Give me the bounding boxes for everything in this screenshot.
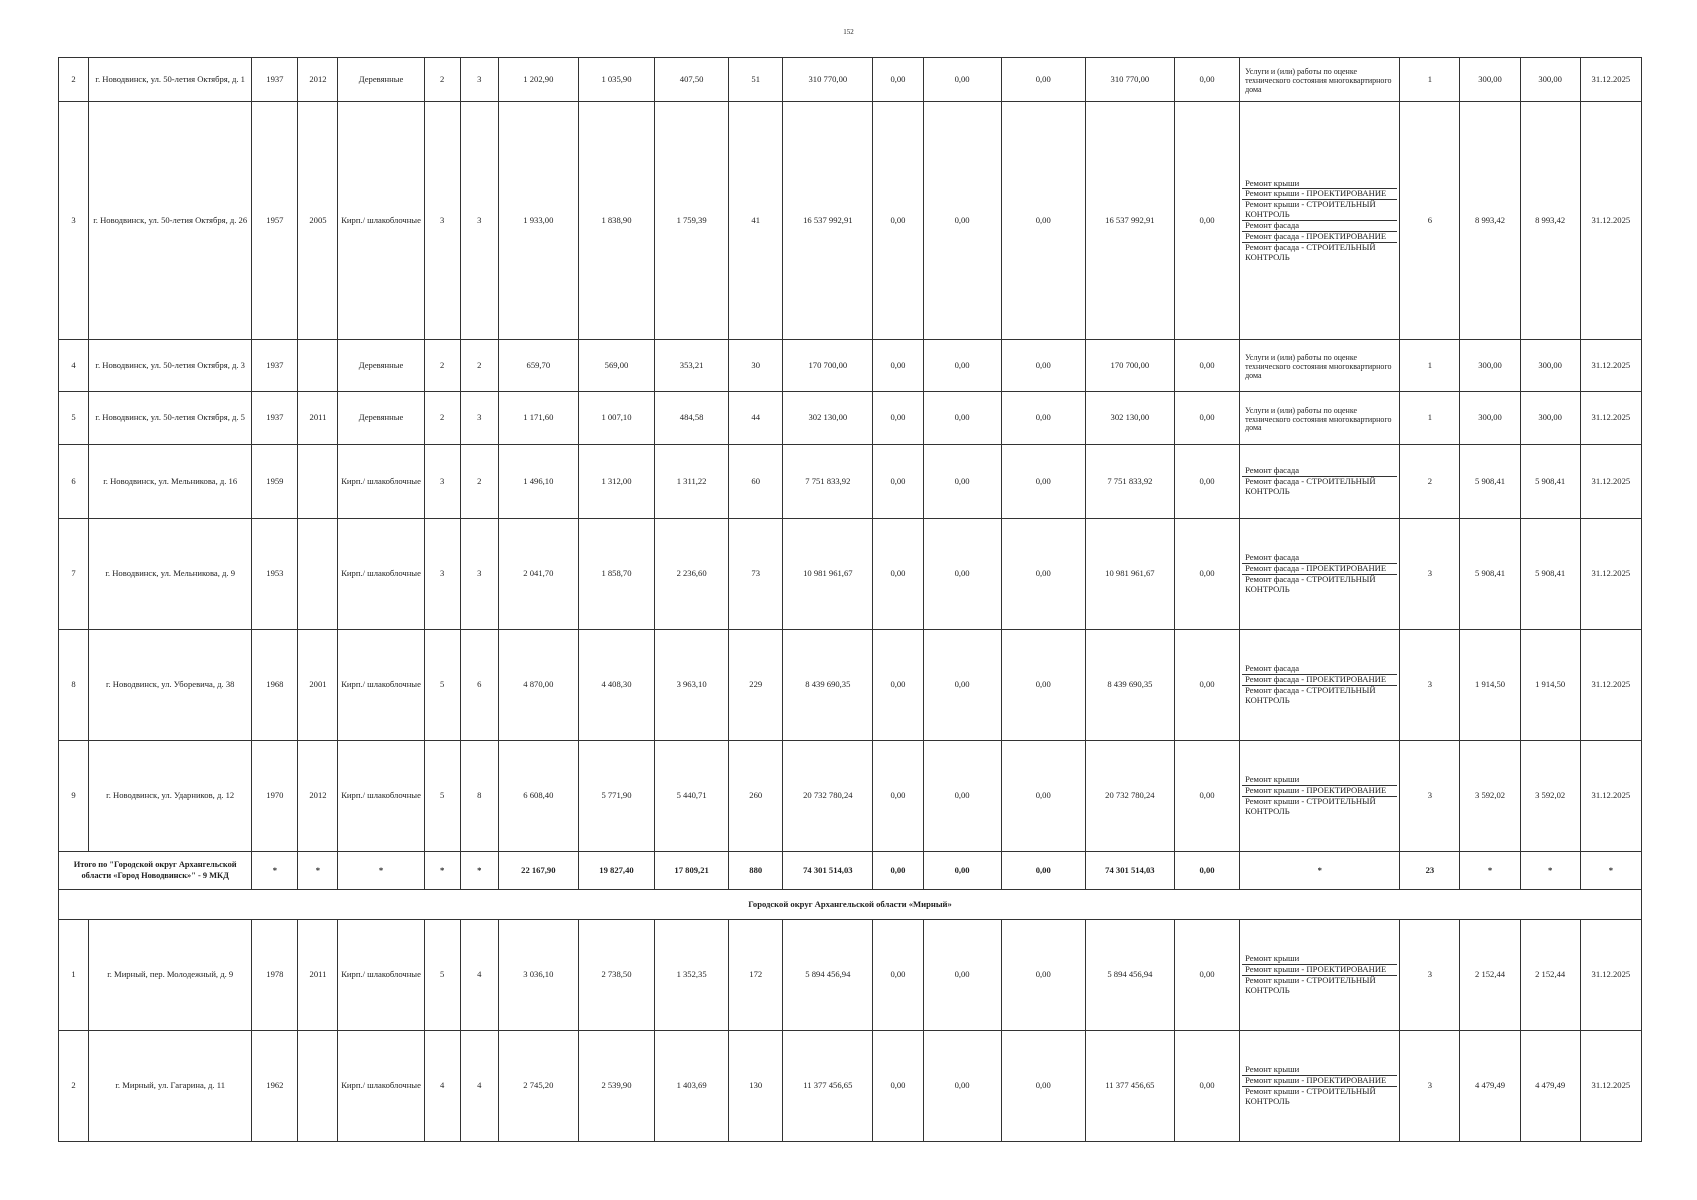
- wall-material-cell: Кирп./ шлакоблочные: [338, 519, 424, 630]
- fund-4-cell: 302 130,00: [1085, 392, 1174, 445]
- entrances-cell: 2: [460, 445, 498, 519]
- area-total-cell: 4 870,00: [498, 630, 578, 741]
- works-list: [1242, 466, 1397, 497]
- year-repair-cell: 2012: [298, 58, 338, 102]
- fund-3-cell: 0,00: [1001, 340, 1085, 392]
- fund-5-cell: 0,00: [1174, 741, 1239, 852]
- work-item: Ремонт крыши - ПРОЕКТИРОВАНИЕ: [1242, 188, 1397, 199]
- fund-5-cell: 0,00: [1174, 58, 1239, 102]
- works-cell: [1240, 445, 1400, 519]
- cost-total-cell: 10 981 961,67: [783, 519, 873, 630]
- year-repair-cell: 2001: [298, 630, 338, 741]
- row-number-cell: 8: [59, 630, 89, 741]
- fund-1-cell: 0,00: [873, 741, 923, 852]
- works-count-cell: 6: [1400, 102, 1460, 340]
- year-built-cell: 1978: [252, 920, 298, 1031]
- area-total-cell: 2 041,70: [498, 519, 578, 630]
- max-unit-cost-cell: 8 993,42: [1520, 102, 1580, 340]
- deadline-cell: 31.12.2025: [1580, 392, 1641, 445]
- works-count-cell: 3: [1400, 741, 1460, 852]
- residents-cell: 130: [729, 1031, 783, 1142]
- total-star: *: [1240, 852, 1400, 890]
- novodvinsk-total: [59, 852, 1642, 920]
- fund-4-cell: 8 439 690,35: [1085, 630, 1174, 741]
- works-cell: [1240, 392, 1400, 445]
- work-item: Ремонт крыши - СТРОИТЕЛЬНЫЙ КОНТРОЛЬ: [1242, 199, 1397, 220]
- wall-material-cell: Кирп./ шлакоблочные: [338, 445, 424, 519]
- total-f2: 0,00: [923, 852, 1001, 890]
- row-number-cell: 2: [59, 58, 89, 102]
- fund-3-cell: 0,00: [1001, 920, 1085, 1031]
- fund-2-cell: 0,00: [923, 920, 1001, 1031]
- fund-2-cell: 0,00: [923, 630, 1001, 741]
- fund-1-cell: 0,00: [873, 519, 923, 630]
- residents-cell: 60: [729, 445, 783, 519]
- fund-5-cell: 0,00: [1174, 445, 1239, 519]
- unit-cost-cell: 5 908,41: [1460, 445, 1520, 519]
- residents-cell: 172: [729, 920, 783, 1031]
- address-cell: г. Новодвинск, ул. Ударников, д. 12: [89, 741, 252, 852]
- fund-2-cell: 0,00: [923, 1031, 1001, 1142]
- cost-total-cell: 5 894 456,94: [783, 920, 873, 1031]
- wall-material-cell: Деревянные: [338, 340, 424, 392]
- fund-5-cell: 0,00: [1174, 920, 1239, 1031]
- wall-material-cell: Кирп./ шлакоблочные: [338, 630, 424, 741]
- entrances-cell: 3: [460, 58, 498, 102]
- max-unit-cost-cell: 4 479,49: [1520, 1031, 1580, 1142]
- fund-5-cell: 0,00: [1174, 519, 1239, 630]
- year-repair-cell: 2011: [298, 920, 338, 1031]
- floors-cell: 5: [424, 741, 460, 852]
- row-number-cell: 5: [59, 392, 89, 445]
- area-residential-cell: 4 408,30: [578, 630, 654, 741]
- row-number-cell: 9: [59, 741, 89, 852]
- work-item: Ремонт фасада - СТРОИТЕЛЬНЫЙ КОНТРОЛЬ: [1242, 574, 1397, 595]
- unit-cost-cell: 8 993,42: [1460, 102, 1520, 340]
- deadline-cell: 31.12.2025: [1580, 102, 1641, 340]
- fund-5-cell: 0,00: [1174, 392, 1239, 445]
- fund-5-cell: 0,00: [1174, 1031, 1239, 1142]
- address-cell: г. Новодвинск, ул. 50-летия Октября, д. 26: [89, 102, 252, 340]
- address-cell: г. Новодвинск, ул. Уборевича, д. 38: [89, 630, 252, 741]
- table-row: [59, 58, 1642, 102]
- work-item: Ремонт фасада - ПРОЕКТИРОВАНИЕ: [1242, 231, 1397, 242]
- work-item: Ремонт фасада - ПРОЕКТИРОВАНИЕ: [1242, 674, 1397, 685]
- year-repair-cell: [298, 519, 338, 630]
- max-unit-cost-cell: 2 152,44: [1520, 920, 1580, 1031]
- work-item: Ремонт фасада: [1245, 465, 1300, 476]
- area-total-cell: 2 745,20: [498, 1031, 578, 1142]
- row-number-cell: 7: [59, 519, 89, 630]
- floors-cell: 3: [424, 519, 460, 630]
- novodvinsk-rows: [59, 58, 1642, 852]
- area-owned-cell: 1 311,22: [655, 445, 729, 519]
- fund-1-cell: 0,00: [873, 340, 923, 392]
- cost-total-cell: 310 770,00: [783, 58, 873, 102]
- fund-3-cell: 0,00: [1001, 102, 1085, 340]
- works-cell: [1240, 920, 1400, 1031]
- works-count-cell: 3: [1400, 630, 1460, 741]
- total-star: *: [1580, 852, 1641, 890]
- wall-material-cell: Кирп./ шлакоблочные: [338, 741, 424, 852]
- works-count-cell: 3: [1400, 920, 1460, 1031]
- address-cell: г. Мирный, ул. Гагарина, д. 11: [89, 1031, 252, 1142]
- work-item: Услуги и (или) работы по оценке технического состояния многоквартирного дома: [1245, 405, 1392, 433]
- unit-cost-cell: 4 479,49: [1460, 1031, 1520, 1142]
- max-unit-cost-cell: 5 908,41: [1520, 445, 1580, 519]
- row-number-cell: 2: [59, 1031, 89, 1142]
- work-item: Ремонт крыши - ПРОЕКТИРОВАНИЕ: [1242, 785, 1397, 796]
- table-row: [59, 630, 1642, 741]
- entrances-cell: 3: [460, 102, 498, 340]
- total-area-own: 17 809,21: [655, 852, 729, 890]
- row-number-cell: 1: [59, 920, 89, 1031]
- deadline-cell: 31.12.2025: [1580, 445, 1641, 519]
- fund-1-cell: 0,00: [873, 1031, 923, 1142]
- total-star: *: [1460, 852, 1520, 890]
- floors-cell: 5: [424, 920, 460, 1031]
- total-label: Итого по "Городской округ Архангельской области «Город Новодвинск»" - 9 МКД: [59, 852, 252, 890]
- works-list: [1242, 664, 1397, 706]
- max-unit-cost-cell: 300,00: [1520, 58, 1580, 102]
- area-residential-cell: 2 738,50: [578, 920, 654, 1031]
- floors-cell: 5: [424, 630, 460, 741]
- cost-total-cell: 11 377 456,65: [783, 1031, 873, 1142]
- year-built-cell: 1962: [252, 1031, 298, 1142]
- residents-cell: 30: [729, 340, 783, 392]
- fund-1-cell: 0,00: [873, 58, 923, 102]
- cost-total-cell: 170 700,00: [783, 340, 873, 392]
- floors-cell: 2: [424, 392, 460, 445]
- work-item: Ремонт крыши - СТРОИТЕЛЬНЫЙ КОНТРОЛЬ: [1242, 796, 1397, 817]
- work-item: Ремонт фасада - СТРОИТЕЛЬНЫЙ КОНТРОЛЬ: [1242, 685, 1397, 706]
- total-row: [59, 852, 1642, 890]
- deadline-cell: 31.12.2025: [1580, 1031, 1641, 1142]
- fund-3-cell: 0,00: [1001, 1031, 1085, 1142]
- cost-total-cell: 20 732 780,24: [783, 741, 873, 852]
- table-row: [59, 340, 1642, 392]
- works-count-cell: 2: [1400, 445, 1460, 519]
- fund-2-cell: 0,00: [923, 58, 1001, 102]
- fund-3-cell: 0,00: [1001, 519, 1085, 630]
- fund-2-cell: 0,00: [923, 340, 1001, 392]
- work-item: Ремонт крыши: [1245, 953, 1300, 964]
- works-list: [1242, 775, 1397, 817]
- works-cell: [1240, 102, 1400, 340]
- entrances-cell: 4: [460, 920, 498, 1031]
- address-cell: г. Новодвинск, ул. Мельникова, д. 16: [89, 445, 252, 519]
- address-cell: г. Новодвинск, ул. Мельникова, д. 9: [89, 519, 252, 630]
- area-owned-cell: 3 963,10: [655, 630, 729, 741]
- wall-material-cell: Деревянные: [338, 58, 424, 102]
- unit-cost-cell: 5 908,41: [1460, 519, 1520, 630]
- total-star: *: [298, 852, 338, 890]
- area-owned-cell: 2 236,60: [655, 519, 729, 630]
- total-star: *: [252, 852, 298, 890]
- cost-total-cell: 7 751 833,92: [783, 445, 873, 519]
- fund-2-cell: 0,00: [923, 102, 1001, 340]
- floors-cell: 2: [424, 58, 460, 102]
- fund-4-cell: 10 981 961,67: [1085, 519, 1174, 630]
- fund-4-cell: 7 751 833,92: [1085, 445, 1174, 519]
- works-count-cell: 3: [1400, 1031, 1460, 1142]
- area-residential-cell: 1 858,70: [578, 519, 654, 630]
- table-row: [59, 1031, 1642, 1142]
- fund-2-cell: 0,00: [923, 392, 1001, 445]
- unit-cost-cell: 300,00: [1460, 340, 1520, 392]
- section-title: Городской округ Архангельской области «Мирный»: [59, 890, 1642, 920]
- work-item: Ремонт крыши: [1245, 177, 1300, 188]
- year-repair-cell: [298, 445, 338, 519]
- work-item: Ремонт крыши - СТРОИТЕЛЬНЫЙ КОНТРОЛЬ: [1242, 975, 1397, 996]
- works-list: [1242, 64, 1397, 94]
- floors-cell: 2: [424, 340, 460, 392]
- fund-4-cell: 20 732 780,24: [1085, 741, 1174, 852]
- fund-3-cell: 0,00: [1001, 630, 1085, 741]
- wall-material-cell: Деревянные: [338, 392, 424, 445]
- entrances-cell: 4: [460, 1031, 498, 1142]
- row-number-cell: 4: [59, 340, 89, 392]
- deadline-cell: 31.12.2025: [1580, 58, 1641, 102]
- deadline-cell: 31.12.2025: [1580, 630, 1641, 741]
- unit-cost-cell: 300,00: [1460, 58, 1520, 102]
- works-cell: [1240, 519, 1400, 630]
- area-total-cell: 6 608,40: [498, 741, 578, 852]
- page-number: 152: [843, 28, 854, 36]
- unit-cost-cell: 2 152,44: [1460, 920, 1520, 1031]
- entrances-cell: 3: [460, 392, 498, 445]
- fund-2-cell: 0,00: [923, 445, 1001, 519]
- deadline-cell: 31.12.2025: [1580, 920, 1641, 1031]
- total-f3: 0,00: [1001, 852, 1085, 890]
- total-f5: 0,00: [1174, 852, 1239, 890]
- entrances-cell: 2: [460, 340, 498, 392]
- floors-cell: 4: [424, 1031, 460, 1142]
- unit-cost-cell: 300,00: [1460, 392, 1520, 445]
- works-count-cell: 1: [1400, 58, 1460, 102]
- fund-5-cell: 0,00: [1174, 630, 1239, 741]
- area-residential-cell: 1 838,90: [578, 102, 654, 340]
- table-row: [59, 920, 1642, 1031]
- fund-4-cell: 16 537 992,91: [1085, 102, 1174, 340]
- fund-1-cell: 0,00: [873, 630, 923, 741]
- work-item: Ремонт фасада: [1242, 220, 1397, 231]
- max-unit-cost-cell: 300,00: [1520, 340, 1580, 392]
- fund-4-cell: 11 377 456,65: [1085, 1031, 1174, 1142]
- area-owned-cell: 353,21: [655, 340, 729, 392]
- residents-cell: 41: [729, 102, 783, 340]
- total-star: *: [338, 852, 424, 890]
- works-list: [1242, 1065, 1397, 1107]
- mirny-rows: [59, 920, 1642, 1142]
- total-count: 23: [1400, 852, 1460, 890]
- area-residential-cell: 1 035,90: [578, 58, 654, 102]
- total-star: *: [1520, 852, 1580, 890]
- table-row: [59, 741, 1642, 852]
- work-item: Ремонт крыши - ПРОЕКТИРОВАНИЕ: [1242, 964, 1397, 975]
- work-item: Ремонт фасада: [1245, 552, 1300, 563]
- address-cell: г. Мирный, пер. Молодежный, д. 9: [89, 920, 252, 1031]
- repair-program-table: [58, 57, 1642, 1142]
- works-count-cell: 3: [1400, 519, 1460, 630]
- residents-cell: 44: [729, 392, 783, 445]
- fund-5-cell: 0,00: [1174, 102, 1239, 340]
- fund-3-cell: 0,00: [1001, 58, 1085, 102]
- area-residential-cell: 5 771,90: [578, 741, 654, 852]
- entrances-cell: 8: [460, 741, 498, 852]
- works-list: [1242, 553, 1397, 595]
- fund-3-cell: 0,00: [1001, 445, 1085, 519]
- works-list: [1242, 403, 1397, 433]
- year-repair-cell: 2012: [298, 741, 338, 852]
- area-owned-cell: 1 403,69: [655, 1031, 729, 1142]
- year-built-cell: 1957: [252, 102, 298, 340]
- unit-cost-cell: 1 914,50: [1460, 630, 1520, 741]
- fund-1-cell: 0,00: [873, 102, 923, 340]
- year-built-cell: 1937: [252, 58, 298, 102]
- residents-cell: 73: [729, 519, 783, 630]
- works-list: [1242, 179, 1397, 263]
- table-row: [59, 392, 1642, 445]
- works-cell: [1240, 58, 1400, 102]
- work-item: Услуги и (или) работы по оценке технического состояния многоквартирного дома: [1245, 67, 1392, 94]
- total-cost: 74 301 514,03: [783, 852, 873, 890]
- area-total-cell: 1 496,10: [498, 445, 578, 519]
- address-cell: г. Новодвинск, ул. 50-летия Октября, д. 1: [89, 58, 252, 102]
- year-built-cell: 1953: [252, 519, 298, 630]
- address-cell: г. Новодвинск, ул. 50-летия Октября, д. 5: [89, 392, 252, 445]
- year-built-cell: 1959: [252, 445, 298, 519]
- fund-1-cell: 0,00: [873, 392, 923, 445]
- works-count-cell: 1: [1400, 392, 1460, 445]
- floors-cell: 3: [424, 102, 460, 340]
- work-item: Ремонт крыши: [1245, 1064, 1300, 1075]
- section-row: [59, 890, 1642, 920]
- area-total-cell: 3 036,10: [498, 920, 578, 1031]
- total-f4: 74 301 514,03: [1085, 852, 1174, 890]
- fund-4-cell: 310 770,00: [1085, 58, 1174, 102]
- wall-material-cell: Кирп./ шлакоблочные: [338, 102, 424, 340]
- fund-3-cell: 0,00: [1001, 392, 1085, 445]
- fund-2-cell: 0,00: [923, 519, 1001, 630]
- max-unit-cost-cell: 300,00: [1520, 392, 1580, 445]
- residents-cell: 51: [729, 58, 783, 102]
- area-total-cell: 659,70: [498, 340, 578, 392]
- work-item: Ремонт крыши: [1245, 774, 1300, 785]
- area-residential-cell: 2 539,90: [578, 1031, 654, 1142]
- cost-total-cell: 16 537 992,91: [783, 102, 873, 340]
- works-list: [1242, 954, 1397, 996]
- year-repair-cell: 2011: [298, 392, 338, 445]
- unit-cost-cell: 3 592,02: [1460, 741, 1520, 852]
- year-built-cell: 1937: [252, 340, 298, 392]
- deadline-cell: 31.12.2025: [1580, 519, 1641, 630]
- fund-1-cell: 0,00: [873, 445, 923, 519]
- works-list: [1242, 350, 1397, 380]
- entrances-cell: 6: [460, 630, 498, 741]
- year-built-cell: 1937: [252, 392, 298, 445]
- work-item: Ремонт крыши - ПРОЕКТИРОВАНИЕ: [1242, 1075, 1397, 1086]
- total-star: *: [460, 852, 498, 890]
- year-repair-cell: 2005: [298, 102, 338, 340]
- floors-cell: 3: [424, 445, 460, 519]
- area-owned-cell: 5 440,71: [655, 741, 729, 852]
- work-item: Ремонт фасада: [1245, 663, 1300, 674]
- table-row: [59, 519, 1642, 630]
- fund-4-cell: 5 894 456,94: [1085, 920, 1174, 1031]
- wall-material-cell: Кирп./ шлакоблочные: [338, 1031, 424, 1142]
- area-total-cell: 1 933,00: [498, 102, 578, 340]
- max-unit-cost-cell: 3 592,02: [1520, 741, 1580, 852]
- works-cell: [1240, 741, 1400, 852]
- year-repair-cell: [298, 1031, 338, 1142]
- work-item: Ремонт фасада - ПРОЕКТИРОВАНИЕ: [1242, 563, 1397, 574]
- year-built-cell: 1970: [252, 741, 298, 852]
- area-residential-cell: 569,00: [578, 340, 654, 392]
- area-total-cell: 1 202,90: [498, 58, 578, 102]
- year-built-cell: 1968: [252, 630, 298, 741]
- residents-cell: 260: [729, 741, 783, 852]
- area-total-cell: 1 171,60: [498, 392, 578, 445]
- table-row: [59, 102, 1642, 340]
- row-number-cell: 6: [59, 445, 89, 519]
- total-star: *: [424, 852, 460, 890]
- table-row: [59, 445, 1642, 519]
- residents-cell: 229: [729, 630, 783, 741]
- total-area-res: 19 827,40: [578, 852, 654, 890]
- fund-3-cell: 0,00: [1001, 741, 1085, 852]
- fund-4-cell: 170 700,00: [1085, 340, 1174, 392]
- work-item: Ремонт фасада - СТРОИТЕЛЬНЫЙ КОНТРОЛЬ: [1242, 242, 1397, 263]
- fund-1-cell: 0,00: [873, 920, 923, 1031]
- work-item: Ремонт крыши - СТРОИТЕЛЬНЫЙ КОНТРОЛЬ: [1242, 1086, 1397, 1107]
- max-unit-cost-cell: 5 908,41: [1520, 519, 1580, 630]
- area-owned-cell: 1 352,35: [655, 920, 729, 1031]
- cost-total-cell: 8 439 690,35: [783, 630, 873, 741]
- max-unit-cost-cell: 1 914,50: [1520, 630, 1580, 741]
- cost-total-cell: 302 130,00: [783, 392, 873, 445]
- total-f1: 0,00: [873, 852, 923, 890]
- work-item: Ремонт фасада - СТРОИТЕЛЬНЫЙ КОНТРОЛЬ: [1242, 476, 1397, 497]
- work-item: Услуги и (или) работы по оценке технического состояния многоквартирного дома: [1245, 353, 1392, 380]
- deadline-cell: 31.12.2025: [1580, 741, 1641, 852]
- works-cell: [1240, 1031, 1400, 1142]
- address-cell: г. Новодвинск, ул. 50-летия Октября, д. 3: [89, 340, 252, 392]
- row-number-cell: 3: [59, 102, 89, 340]
- area-residential-cell: 1 312,00: [578, 445, 654, 519]
- wall-material-cell: Кирп./ шлакоблочные: [338, 920, 424, 1031]
- year-repair-cell: [298, 340, 338, 392]
- fund-5-cell: 0,00: [1174, 340, 1239, 392]
- works-cell: [1240, 630, 1400, 741]
- deadline-cell: 31.12.2025: [1580, 340, 1641, 392]
- area-owned-cell: 484,58: [655, 392, 729, 445]
- area-owned-cell: 407,50: [655, 58, 729, 102]
- area-residential-cell: 1 007,10: [578, 392, 654, 445]
- area-owned-cell: 1 759,39: [655, 102, 729, 340]
- works-cell: [1240, 340, 1400, 392]
- works-count-cell: 1: [1400, 340, 1460, 392]
- entrances-cell: 3: [460, 519, 498, 630]
- total-residents: 880: [729, 852, 783, 890]
- fund-2-cell: 0,00: [923, 741, 1001, 852]
- total-area-total: 22 167,90: [498, 852, 578, 890]
